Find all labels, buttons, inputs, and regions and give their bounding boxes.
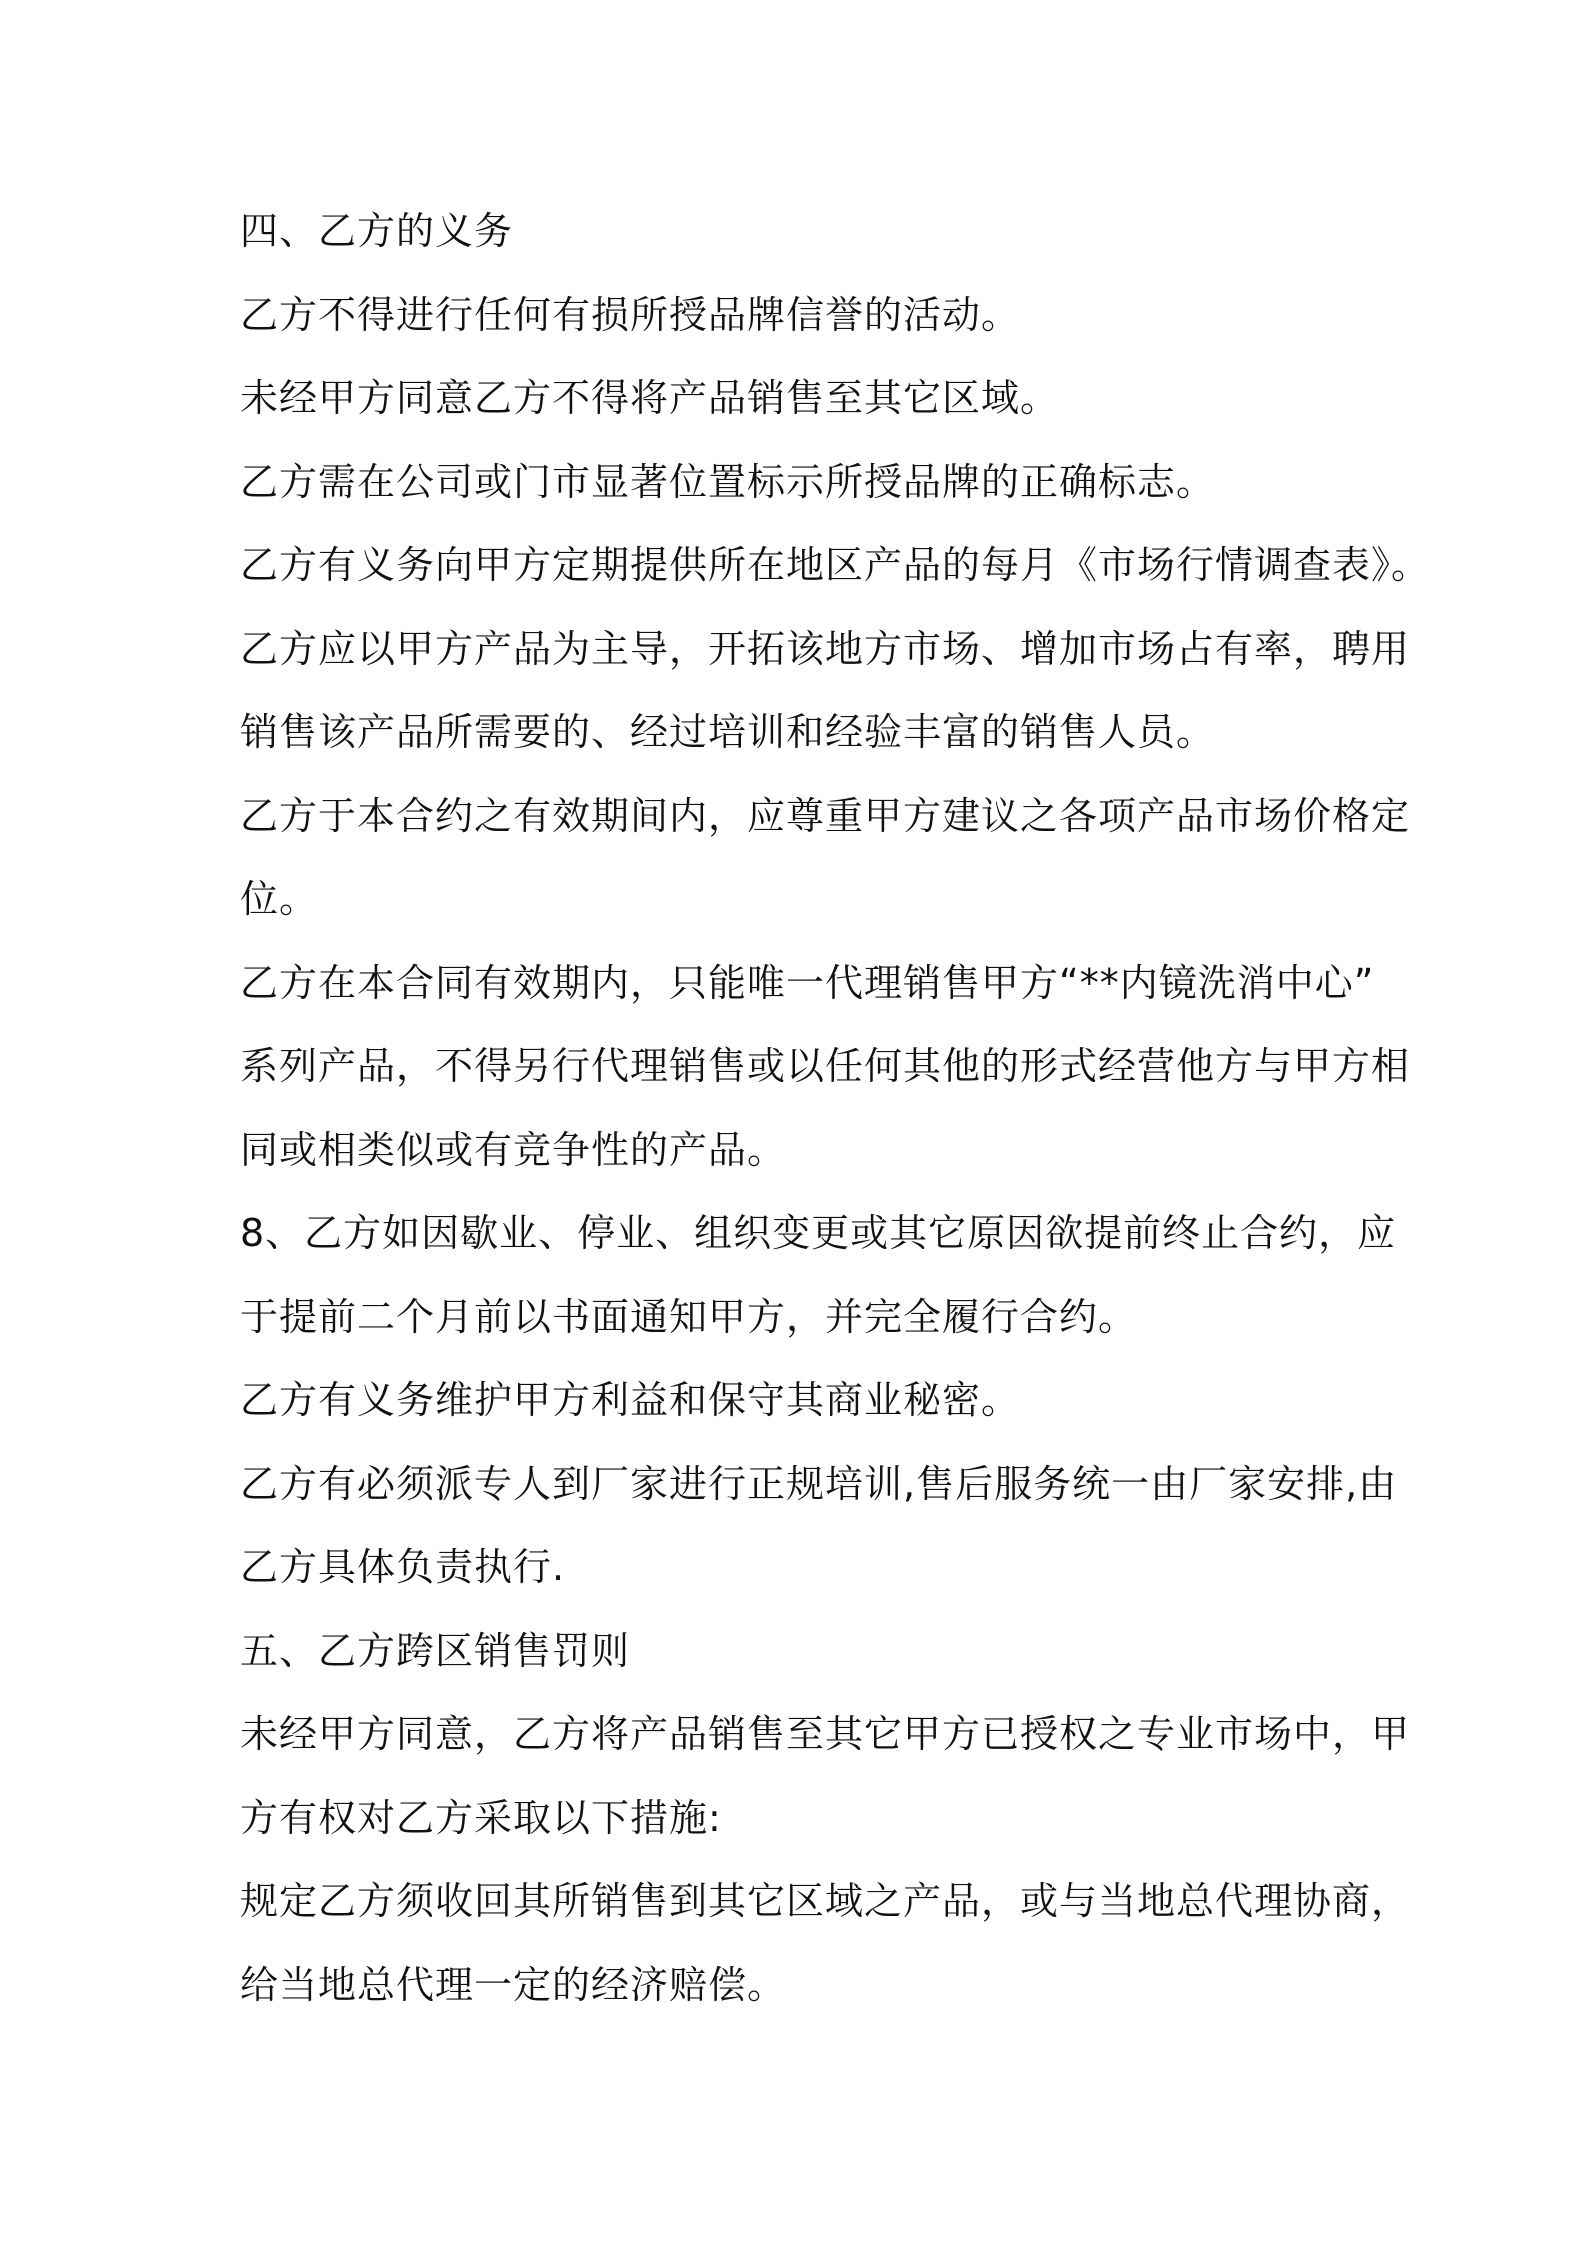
paragraph-line: 同或相类似或有竞争性的产品。	[240, 1127, 787, 1172]
paragraph-line: 于提前二个月前以书面通知甲方，并完全履行合约。	[240, 1294, 1138, 1339]
paragraph-line: 乙方有义务维护甲方利益和保守其商业秘密。	[240, 1378, 1021, 1422]
paragraph-line: 乙方在本合同有效期内，只能唯一代理销售甲方“**内镜洗消中心”	[240, 960, 1375, 1005]
paragraph-line: 未经甲方同意乙方不得将产品销售至其它区域。	[240, 376, 1060, 420]
document-body	[240, 190, 1431, 2027]
section-heading: 四、乙方的义务	[240, 209, 514, 253]
paragraph-line: 销售该产品所需要的、经过培训和经验丰富的销售人员。	[240, 710, 1216, 754]
paragraph-line: 乙方具体负责执行.	[240, 1545, 566, 1589]
paragraph-line: 乙方于本合约之有效期间内，应尊重甲方建议之各项产品市场价格定	[240, 793, 1411, 838]
section-heading: 五、乙方跨区销售罚则	[240, 1628, 631, 1673]
paragraph-line: 给当地总代理一定的经济赔偿。	[240, 1962, 787, 2007]
paragraph-line: 乙方不得进行任何有损所授品牌信誉的活动。	[240, 292, 1021, 337]
paragraph-line: 乙方需在公司或门市显著位置标示所授品牌的正确标志。	[240, 459, 1216, 504]
paragraph-line: 规定乙方须收回其所销售到其它区域之产品，或与当地总代理协商，	[240, 1879, 1411, 1923]
paragraph-line: 方有权对乙方采取以下措施:	[240, 1795, 722, 1840]
paragraph-line: 系列产品，不得另行代理销售或以任何其他的形式经营他方与甲方相	[240, 1044, 1411, 1088]
paragraph-line: 未经甲方同意，乙方将产品销售至其它甲方已授权之专业市场中，甲	[240, 1712, 1411, 1756]
paragraph-line: 乙方应以甲方产品为主导，开拓该地方市场、增加市场占有率，聘用	[240, 626, 1411, 671]
paragraph-line: 8、乙方如因歇业、停业、组织变更或其它原因欲提前终止合约，应	[240, 1211, 1397, 1255]
paragraph-line: 乙方有义务向甲方定期提供所在地区产品的每月《市场行情调查表》。	[240, 543, 1431, 587]
paragraph-line: 位。	[240, 877, 319, 921]
paragraph-line: 乙方有必须派专人到厂家进行正规培训,售后服务统一由厂家安排,由	[240, 1461, 1398, 1506]
